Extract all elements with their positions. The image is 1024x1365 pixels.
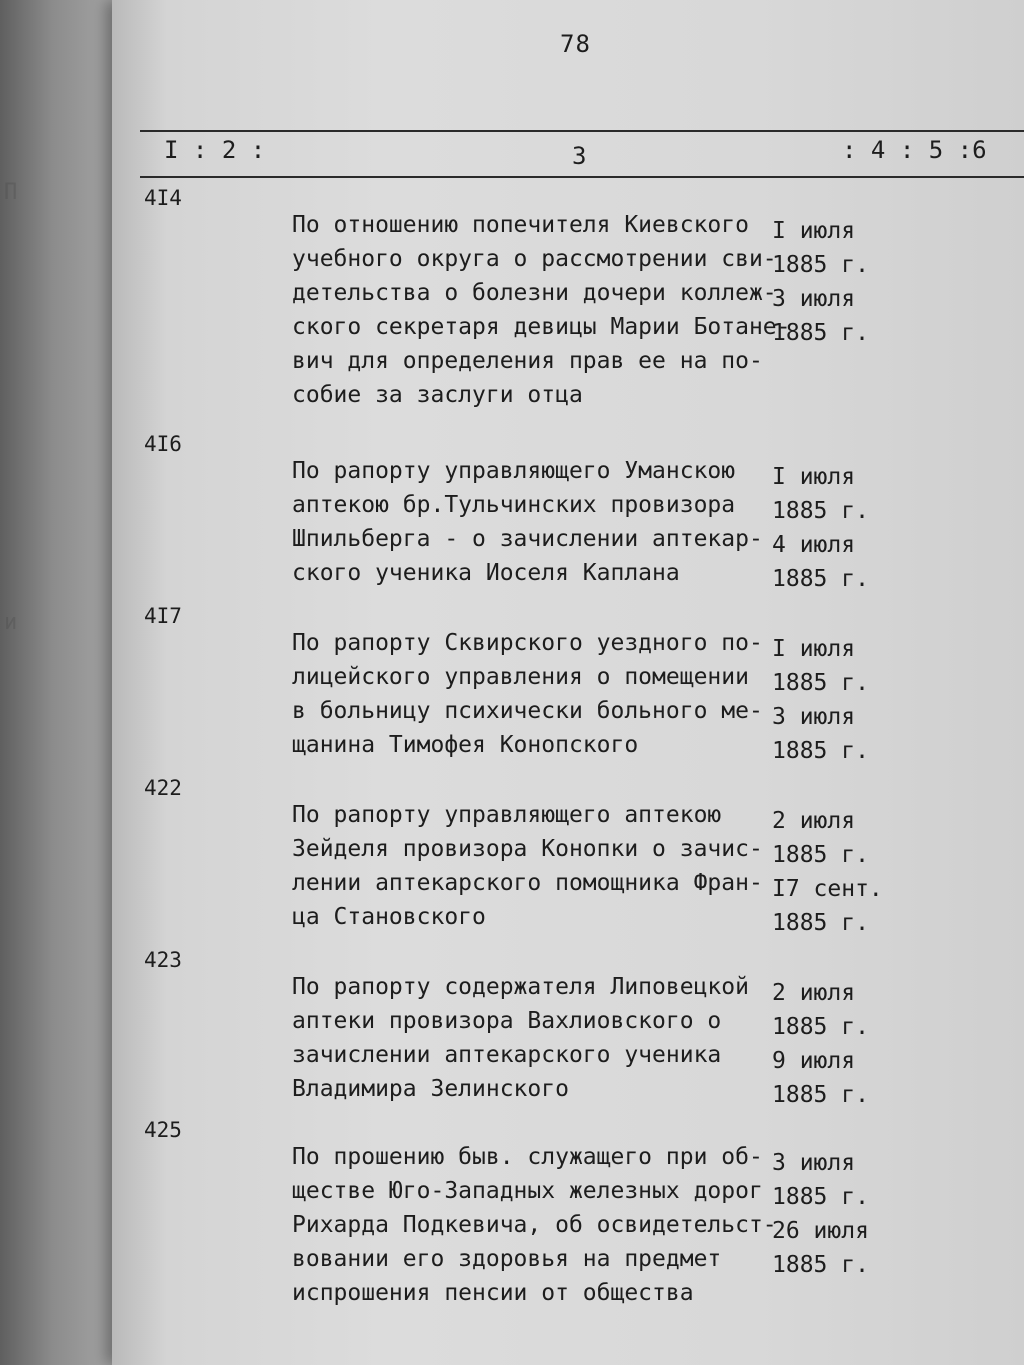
entry-number: 423 <box>144 948 182 972</box>
entry-description: По прошению быв. служащего при об- ществе Юго-Западных железных дорог Рихарда Подкевича, об освидетельст- вовании его здоровья на предмет испрошения пенсии от общества <box>292 1144 777 1306</box>
page-number: 78 <box>560 30 591 58</box>
entry-number: 4I6 <box>144 432 182 456</box>
entry-dates: 2 июля 1885 г. 9 июля 1885 г. <box>772 980 869 1108</box>
entry-number: 425 <box>144 1118 182 1142</box>
previous-page-edge <box>0 0 118 1365</box>
entry-dates: 2 июля 1885 г. I7 сент. 1885 г. <box>772 808 883 936</box>
column-header-row: I : 2 : <box>164 136 266 164</box>
entry-number: 4I7 <box>144 604 182 628</box>
entry-description: По рапорту Сквирского уездного по- лицейского управления о помещении в больницу психически больного ме- щанина Тимофея Конопского <box>292 630 763 758</box>
column-header-4: : 4 : 5 :6 <box>842 136 987 164</box>
entry-number: 422 <box>144 776 182 800</box>
bleed-through-text: и <box>4 610 18 635</box>
header-rule-top <box>140 130 1024 132</box>
column-header-3: 3 <box>572 142 587 170</box>
document-page <box>112 0 1024 1365</box>
entry-description: По рапорту содержателя Липовецкой аптеки провизора Вахлиовского о зачислении аптекарского ученика Владимира Зелинского <box>292 974 749 1102</box>
entry-description: По рапорту управляющего Уманскою аптекою бр.Тульчинских провизора Шпильберга - о зачислении аптекар- ского ученика Иоселя Каплана <box>292 458 763 586</box>
bleed-through-text: П <box>4 180 18 205</box>
entry-dates: I июля 1885 г. 3 июля 1885 г. <box>772 218 869 346</box>
entry-description: По рапорту управляющего аптекою Зейделя провизора Конопки о зачис- лении аптекарского помощника Фран- ца Становского <box>292 802 763 930</box>
entry-number: 4I4 <box>144 186 182 210</box>
entry-dates: I июля 1885 г. 4 июля 1885 г. <box>772 464 869 592</box>
entry-dates: 3 июля 1885 г. 26 июля 1885 г. <box>772 1150 869 1278</box>
header-rule-bottom <box>140 176 1024 178</box>
entry-dates: I июля 1885 г. 3 июля 1885 г. <box>772 636 869 764</box>
entry-description: По отношению попечителя Киевского учебного округа о рассмотрении сви- детельства о болезни дочери коллеж- ского секретаря девицы Марии Ботане- вич для определения прав ее на по- собие за заслуги отца <box>292 212 791 408</box>
